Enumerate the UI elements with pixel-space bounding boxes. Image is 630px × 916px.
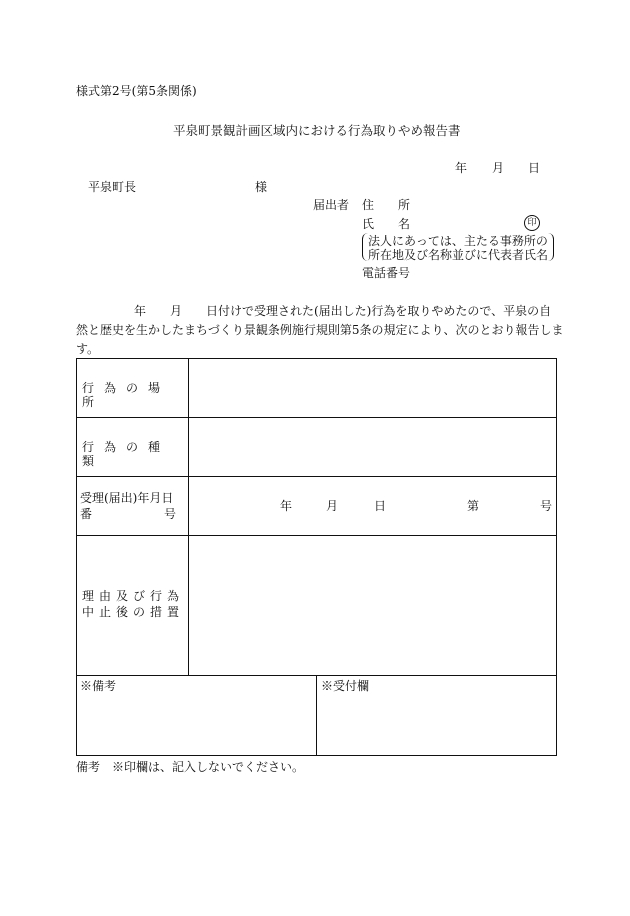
footnote: 備考 ※印欄は、記入しないでください。 [76,760,305,774]
address-label: 住 所 [362,198,411,212]
row-accept-label-b: 番 号 [80,507,177,521]
row-type-text: 行為の種類 [82,440,171,468]
table-bottom-divider [316,675,317,756]
phone-label: 電話番号 [362,266,411,280]
reception-label: ※受付欄 [321,679,370,693]
row-accept-label-a: 受理(届出)年月日 [80,491,174,505]
row-accept-day: 日 [374,499,387,513]
row-reason-label-a: 理由及び行為 [82,589,185,603]
table-border-left [76,358,77,756]
applicant-label: 届出者 [313,198,350,212]
body-line-2: 然と歴史を生かしたまちづくり景観条例施行規則第5条の規定により、次のとおり報告しま [76,323,564,337]
seal-mark: 印 [524,215,540,231]
row-location-label [82,381,182,409]
body-line-3: す。 [76,342,100,356]
row-accept-no: 第 [467,499,480,513]
row-reason-value[interactable] [189,536,556,675]
date-day: 日 [528,161,541,175]
row-reason-label-b: 中止後の措置 [82,605,185,619]
table-border-right [556,358,557,756]
row-location-text: 行為の場所 [82,381,171,409]
row-accept-go: 号 [540,499,553,513]
name-label: 氏 名 [362,217,411,231]
table-rule-2 [76,476,557,477]
row-type-value[interactable] [189,418,556,476]
form-number: 様式第2号(第5条関係) [76,84,197,98]
date-year: 年 [455,161,468,175]
corp-note-line2: 所在地及び名称並びに代表者氏名 [368,248,549,262]
page-title: 平泉町景観計画区域内における行為取りやめ報告書 [173,123,461,138]
addressee-name: 平泉町長 [88,180,137,194]
corp-note-line1: 法人にあっては、主たる事務所の [368,234,548,248]
date-month: 月 [492,161,505,175]
row-location-value[interactable] [189,359,556,417]
row-accept-year: 年 [280,499,293,513]
remarks-label: ※備考 [80,679,117,693]
addressee-honorific: 様 [255,180,268,194]
row-accept-month: 月 [326,499,339,513]
row-type-label [82,440,182,468]
body-line-1: 年 月 日付けで受理された(届出した)行為を取りやめたので、平泉の自 [134,304,552,318]
